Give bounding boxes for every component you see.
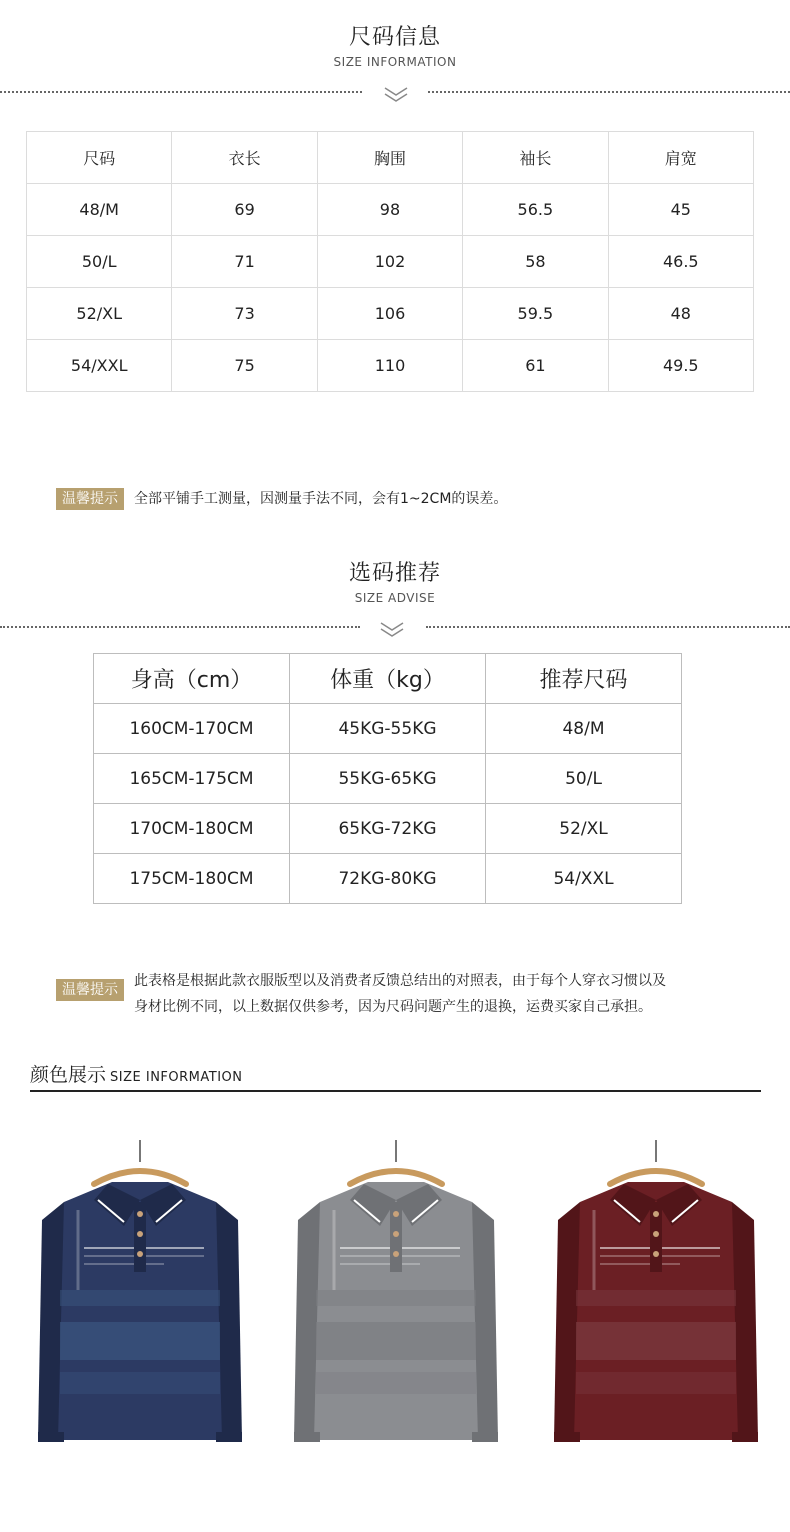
size-cell: 50/L [27, 236, 172, 288]
size-header-cell: 衣长 [172, 132, 317, 184]
tip-badge: 温馨提示 [56, 488, 124, 510]
color-title-zh: 颜色展示 [30, 1064, 107, 1086]
size-section-title [0, 20, 790, 69]
advise-title-en: SIZE ADVISE [354, 591, 436, 605]
advise-cell: 52/XL [486, 804, 682, 854]
table-row [94, 804, 682, 854]
double-chevron-down-icon [383, 86, 409, 104]
table-row [27, 340, 754, 392]
advise-section-title [0, 556, 790, 605]
tip-text-block [134, 968, 666, 1020]
tip-text-line: 身材比例不同，以上数据仅供参考，因为尺码问题产生的退换，运费买家自己承担。 [134, 999, 652, 1015]
size-header-cell: 肩宽 [608, 132, 753, 184]
advise-cell: 55KG-65KG [290, 754, 486, 804]
measurement-tip [56, 488, 507, 510]
size-cell: 58 [463, 236, 608, 288]
advise-cell: 45KG-55KG [290, 704, 486, 754]
size-table-header-row [27, 132, 754, 184]
size-cell: 73 [172, 288, 317, 340]
size-cell: 56.5 [463, 184, 608, 236]
advise-cell: 160CM-170CM [94, 704, 290, 754]
advise-header-cell: 体重（kg） [290, 654, 486, 704]
size-cell: 61 [463, 340, 608, 392]
size-cell: 46.5 [608, 236, 753, 288]
size-title-zh: 尺码信息 [348, 25, 441, 50]
advise-header-cell: 推荐尺码 [486, 654, 682, 704]
size-cell: 52/XL [27, 288, 172, 340]
double-chevron-down-icon [379, 621, 405, 639]
advise-cell: 50/L [486, 754, 682, 804]
size-table [26, 131, 754, 392]
advise-cell: 165CM-175CM [94, 754, 290, 804]
tip-text-line: 此表格是根据此款衣服版型以及消费者反馈总结出的对照表，由于每个人穿衣习惯以及 [134, 973, 666, 989]
advise-cell: 72KG-80KG [290, 854, 486, 904]
advise-table-header-row [94, 654, 682, 704]
reference-tip [56, 968, 666, 1020]
size-title-en: SIZE INFORMATION [333, 55, 457, 69]
tip-text: 全部平铺手工测量，因测量手法不同，会有1~2CM的误差。 [134, 491, 508, 507]
size-cell: 54/XXL [27, 340, 172, 392]
shirt-image-burgundy [540, 1140, 772, 1458]
advise-title-zh: 选码推荐 [348, 561, 441, 586]
size-cell: 75 [172, 340, 317, 392]
size-header-cell: 袖长 [463, 132, 608, 184]
color-section-header [30, 1060, 761, 1092]
size-cell: 110 [317, 340, 462, 392]
size-cell: 59.5 [463, 288, 608, 340]
advise-cell: 54/XXL [486, 854, 682, 904]
table-row [94, 754, 682, 804]
tip-badge: 温馨提示 [56, 979, 124, 1001]
size-cell: 45 [608, 184, 753, 236]
size-cell: 98 [317, 184, 462, 236]
color-title-en: SIZE INFORMATION [110, 1070, 243, 1085]
shirt-image-gray [280, 1140, 512, 1458]
size-header-cell: 尺码 [27, 132, 172, 184]
size-header-cell: 胸围 [317, 132, 462, 184]
advise-header-cell: 身高（cm） [94, 654, 290, 704]
size-cell: 48 [608, 288, 753, 340]
advise-cell: 65KG-72KG [290, 804, 486, 854]
dotted-divider-left [0, 626, 360, 628]
table-row [27, 236, 754, 288]
table-row [94, 854, 682, 904]
size-cell: 106 [317, 288, 462, 340]
size-cell: 48/M [27, 184, 172, 236]
table-row [27, 184, 754, 236]
dotted-divider-left [0, 91, 362, 93]
advise-cell: 48/M [486, 704, 682, 754]
dotted-divider-right [426, 626, 790, 628]
table-row [27, 288, 754, 340]
advise-cell: 170CM-180CM [94, 804, 290, 854]
table-row [94, 704, 682, 754]
size-cell: 69 [172, 184, 317, 236]
advise-table [93, 653, 682, 904]
size-cell: 49.5 [608, 340, 753, 392]
shirt-image-navy [24, 1140, 256, 1458]
size-cell: 71 [172, 236, 317, 288]
size-cell: 102 [317, 236, 462, 288]
advise-cell: 175CM-180CM [94, 854, 290, 904]
dotted-divider-right [428, 91, 790, 93]
